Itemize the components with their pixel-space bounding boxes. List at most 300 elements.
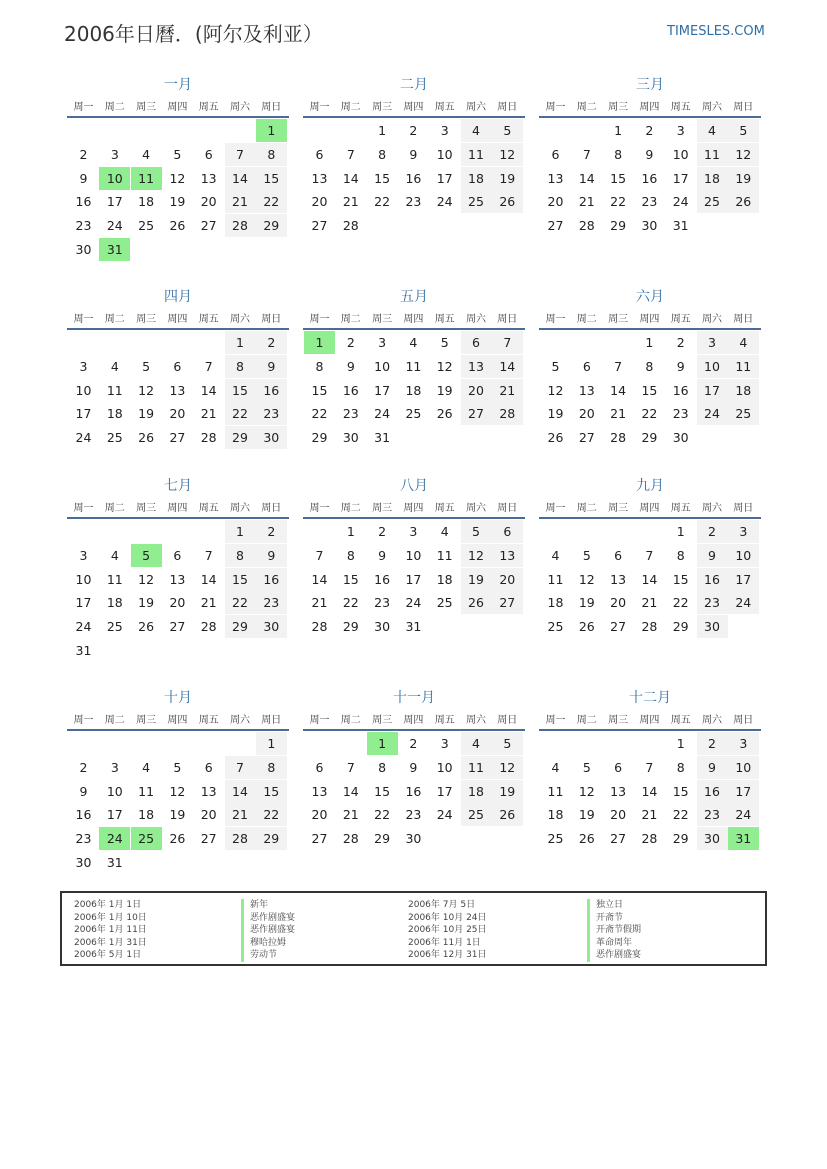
day-cell: 19	[547, 406, 564, 422]
day-cell: 4	[728, 331, 759, 354]
day-cell: 19	[492, 167, 523, 190]
weekday-label: 周二	[576, 314, 597, 325]
day-cell: 12	[461, 544, 492, 567]
day-cell: 27	[578, 430, 595, 446]
day-cell: 17	[106, 807, 123, 823]
weekday-label: 周五	[434, 503, 455, 514]
day-cell: 2	[676, 335, 685, 350]
day-cell: 18	[697, 167, 728, 190]
holiday-name: 恶作剧盛宴	[241, 924, 295, 937]
day-cell: 11	[138, 783, 155, 799]
day-cell: 14	[641, 783, 658, 799]
page-title: 2006年日曆．(阿尔及利亚）	[64, 22, 323, 46]
weekday-label: 周一	[545, 314, 566, 325]
day-cell: 2	[256, 520, 287, 543]
day-cell: 22	[641, 406, 658, 422]
holiday-day-cell: 1	[256, 119, 287, 142]
day-cell: 30	[256, 615, 287, 638]
day-cell: 12	[578, 571, 595, 587]
day-cell: 16	[256, 379, 287, 402]
day-cell: 10	[672, 146, 689, 162]
day-cell: 3	[110, 146, 119, 162]
day-cell: 30	[697, 827, 728, 850]
weekday-label: 周三	[372, 715, 393, 726]
day-cell: 6	[173, 547, 182, 563]
day-cell: 2	[645, 123, 654, 138]
day-cell: 25	[138, 218, 155, 234]
day-cell: 14	[200, 571, 217, 587]
day-cell: 24	[75, 619, 92, 635]
day-cell: 15	[256, 167, 287, 190]
day-cell: 10	[728, 756, 759, 779]
day-cell: 2	[409, 736, 418, 751]
day-cell: 23	[641, 194, 658, 210]
day-cell: 6	[204, 146, 213, 162]
day-cell: 2	[378, 524, 387, 539]
day-cell: 20	[200, 194, 217, 210]
weekday-label: 周一	[545, 503, 566, 514]
day-cell: 29	[672, 619, 689, 635]
day-cell: 13	[169, 571, 186, 587]
day-cell: 11	[106, 382, 123, 398]
weekday-label: 周一	[309, 715, 330, 726]
day-cell: 1	[676, 736, 685, 751]
holiday-day-cell: 24	[99, 827, 130, 850]
day-cell: 4	[110, 358, 119, 374]
day-cell: 3	[409, 524, 418, 539]
day-cell: 21	[225, 803, 256, 826]
holiday-names-col-1	[241, 899, 295, 962]
weekday-label: 周六	[230, 102, 250, 113]
day-cell: 19	[578, 807, 595, 823]
holiday-name: 革命周年	[587, 937, 641, 950]
weekday-label: 周二	[104, 102, 125, 113]
weekday-label: 周二	[104, 715, 125, 726]
day-cell: 3	[697, 331, 728, 354]
day-cell: 15	[225, 379, 256, 402]
weekday-label: 周四	[403, 314, 424, 325]
day-cell: 2	[409, 123, 418, 138]
day-cell: 17	[728, 568, 759, 591]
day-cell: 27	[492, 591, 523, 614]
day-cell: 7	[346, 146, 355, 162]
weekday-label: 周六	[466, 102, 486, 113]
day-cell: 1	[378, 123, 387, 138]
day-cell: 18	[461, 780, 492, 803]
holiday-day-cell: 10	[99, 167, 130, 190]
day-cell: 11	[436, 547, 453, 563]
weekday-label: 周五	[670, 102, 691, 113]
day-cell: 18	[461, 167, 492, 190]
day-cell: 4	[409, 335, 418, 350]
day-cell: 6	[173, 358, 182, 374]
day-cell: 26	[492, 190, 523, 213]
holiday-date: 2006年 10月 24日	[408, 912, 487, 923]
weekday-label: 周六	[230, 503, 250, 514]
day-cell: 12	[547, 382, 564, 398]
day-cell: 7	[204, 547, 213, 563]
day-cell: 10	[75, 382, 92, 398]
day-cell: 11	[461, 143, 492, 166]
day-cell: 7	[614, 358, 623, 374]
day-cell: 14	[311, 571, 328, 587]
day-cell: 28	[641, 831, 658, 847]
day-cell: 28	[342, 831, 359, 847]
weekday-label: 周一	[73, 715, 94, 726]
day-cell: 23	[405, 807, 422, 823]
month-title: 二月	[400, 77, 428, 93]
day-cell: 6	[461, 331, 492, 354]
day-cell: 6	[582, 358, 591, 374]
day-cell: 12	[492, 756, 523, 779]
day-cell: 23	[256, 402, 287, 425]
month-calendar	[539, 475, 761, 675]
day-cell: 16	[75, 807, 92, 823]
day-cell: 9	[79, 170, 88, 186]
day-cell: 30	[342, 430, 359, 446]
day-cell: 1	[614, 123, 623, 138]
day-cell: 6	[614, 547, 623, 563]
holiday-day-cell: 1	[304, 331, 335, 354]
weekday-label: 周六	[702, 314, 722, 325]
month-calendar	[539, 687, 761, 887]
day-cell: 13	[492, 544, 523, 567]
day-cell: 21	[200, 406, 217, 422]
day-cell: 27	[311, 218, 328, 234]
weekday-header	[67, 499, 289, 519]
day-cell: 30	[75, 855, 92, 870]
month-title: 一月	[164, 77, 192, 93]
weekday-label: 周三	[608, 715, 629, 726]
day-cell: 28	[641, 619, 658, 635]
day-cell: 14	[342, 783, 359, 799]
holiday-dates-col-2	[408, 899, 487, 962]
day-cell: 9	[697, 544, 728, 567]
weekday-label: 周一	[309, 314, 330, 325]
day-cell: 28	[311, 619, 328, 635]
day-cell: 22	[225, 591, 256, 614]
day-cell: 21	[342, 194, 359, 210]
day-cell: 3	[728, 732, 759, 755]
day-cell: 7	[225, 143, 256, 166]
day-cell: 24	[374, 406, 391, 422]
day-cell: 2	[256, 331, 287, 354]
day-cell: 24	[697, 402, 728, 425]
day-cell: 29	[225, 615, 256, 638]
day-cell: 30	[256, 426, 287, 449]
day-cell: 24	[672, 194, 689, 210]
holiday-name: 开斋节	[587, 912, 641, 925]
day-cell: 27	[610, 619, 627, 635]
holiday-name: 劳动节	[241, 949, 295, 962]
weekday-label: 周日	[261, 715, 282, 726]
day-cell: 19	[169, 194, 186, 210]
weekday-label: 周三	[372, 314, 393, 325]
weekday-label: 周五	[434, 715, 455, 726]
day-cell: 1	[225, 331, 256, 354]
day-cell: 8	[645, 358, 654, 374]
day-cell: 18	[138, 194, 155, 210]
holiday-day-cell: 31	[99, 238, 130, 261]
day-cell: 24	[728, 591, 759, 614]
weekday-label: 周四	[167, 715, 188, 726]
weekday-label: 周五	[434, 102, 455, 113]
day-cell: 15	[672, 571, 689, 587]
day-cell: 5	[173, 146, 182, 162]
day-cell: 19	[169, 807, 186, 823]
day-cell: 23	[697, 591, 728, 614]
day-cell: 6	[492, 520, 523, 543]
holiday-name: 开斋节假期	[587, 924, 641, 937]
day-cell: 17	[75, 406, 92, 422]
day-cell: 15	[672, 783, 689, 799]
day-cell: 20	[610, 807, 627, 823]
day-cell: 8	[614, 146, 623, 162]
day-cell: 30	[374, 619, 391, 635]
weekday-label: 周四	[167, 503, 188, 514]
day-cell: 8	[346, 547, 355, 563]
day-cell: 29	[342, 619, 359, 635]
day-cell: 26	[169, 831, 186, 847]
day-cell: 18	[436, 571, 453, 587]
day-cell: 7	[645, 547, 654, 563]
day-cell: 13	[311, 170, 328, 186]
weekday-label: 周日	[261, 314, 282, 325]
weekday-label: 周日	[497, 314, 518, 325]
day-cell: 24	[75, 430, 92, 446]
day-cell: 25	[405, 406, 422, 422]
weekday-label: 周六	[466, 715, 486, 726]
day-cell: 7	[225, 756, 256, 779]
day-cell: 22	[256, 803, 287, 826]
day-cell: 11	[728, 355, 759, 378]
day-cell: 20	[311, 194, 328, 210]
day-cell: 28	[225, 214, 256, 237]
month-title: 十一月	[393, 690, 435, 706]
day-cell: 3	[676, 123, 685, 138]
day-cell: 3	[728, 520, 759, 543]
weekday-label: 周一	[73, 503, 94, 514]
day-cell: 17	[697, 379, 728, 402]
day-cell: 29	[641, 430, 658, 446]
day-cell: 23	[256, 591, 287, 614]
month-title: 十二月	[629, 690, 671, 706]
day-cell: 4	[697, 119, 728, 142]
day-cell: 20	[492, 568, 523, 591]
day-cell: 18	[138, 807, 155, 823]
day-cell: 23	[75, 831, 92, 847]
day-cell: 20	[547, 194, 564, 210]
day-cell: 9	[378, 547, 387, 563]
day-cell: 9	[409, 146, 418, 162]
weekday-label: 周日	[733, 102, 754, 113]
day-cell: 3	[440, 736, 449, 751]
day-cell: 30	[672, 430, 689, 446]
month-title: 九月	[636, 478, 664, 494]
day-cell: 24	[728, 803, 759, 826]
day-cell: 23	[672, 406, 689, 422]
month-calendar	[67, 475, 289, 675]
weekday-header	[303, 98, 525, 118]
weekday-label: 周日	[733, 715, 754, 726]
day-cell: 15	[311, 382, 328, 398]
day-cell: 24	[106, 218, 123, 234]
day-cell: 27	[461, 402, 492, 425]
weekday-label: 周六	[230, 314, 250, 325]
holiday-date: 2006年 1月 31日	[74, 937, 147, 948]
day-cell: 12	[436, 358, 453, 374]
day-cell: 12	[728, 143, 759, 166]
day-cell: 12	[578, 783, 595, 799]
weekday-label: 周日	[497, 715, 518, 726]
day-cell: 22	[256, 190, 287, 213]
day-cell: 17	[75, 595, 92, 611]
day-cell: 26	[578, 619, 595, 635]
site-link[interactable]: TIMESLES.COM	[667, 24, 765, 39]
weekday-label: 周日	[261, 102, 282, 113]
holiday-date: 2006年 10月 25日	[408, 925, 487, 935]
holiday-date: 2006年 11月 1日	[408, 937, 481, 948]
day-cell: 2	[697, 520, 728, 543]
month-title: 六月	[636, 289, 664, 305]
day-cell: 17	[672, 170, 689, 186]
day-cell: 11	[405, 358, 422, 374]
weekday-label: 周一	[73, 102, 94, 113]
weekday-label: 周四	[639, 503, 660, 514]
day-cell: 2	[697, 732, 728, 755]
day-cell: 22	[672, 595, 689, 611]
month-title: 八月	[400, 478, 428, 494]
day-cell: 28	[492, 402, 523, 425]
weekday-label: 周六	[466, 503, 486, 514]
day-cell: 9	[256, 355, 287, 378]
day-cell: 23	[697, 803, 728, 826]
month-calendar	[67, 74, 289, 274]
holiday-list	[60, 891, 767, 966]
day-cell: 27	[610, 831, 627, 847]
weekday-label: 周三	[608, 503, 629, 514]
day-cell: 28	[225, 827, 256, 850]
day-cell: 14	[225, 167, 256, 190]
day-cell: 3	[79, 547, 88, 563]
day-cell: 29	[610, 218, 627, 234]
month-calendar	[303, 286, 525, 486]
day-cell: 12	[169, 170, 186, 186]
day-cell: 3	[378, 335, 387, 350]
weekday-label: 周六	[466, 314, 486, 325]
weekday-label: 周二	[340, 503, 361, 514]
day-cell: 18	[728, 379, 759, 402]
holiday-day-cell: 1	[367, 732, 398, 755]
day-cell: 6	[315, 759, 324, 775]
weekday-label: 周二	[104, 314, 125, 325]
day-cell: 11	[697, 143, 728, 166]
day-cell: 19	[461, 568, 492, 591]
holiday-dates-col-1	[74, 899, 147, 962]
day-cell: 4	[142, 759, 151, 775]
day-cell: 21	[200, 595, 217, 611]
day-cell: 25	[728, 402, 759, 425]
weekday-header	[539, 98, 761, 118]
day-cell: 29	[374, 831, 391, 847]
day-cell: 11	[106, 571, 123, 587]
day-cell: 6	[204, 759, 213, 775]
day-cell: 9	[256, 544, 287, 567]
day-cell: 27	[200, 831, 217, 847]
day-cell: 13	[200, 783, 217, 799]
day-cell: 28	[342, 218, 359, 234]
day-cell: 5	[492, 732, 523, 755]
day-cell: 20	[200, 807, 217, 823]
day-cell: 1	[645, 335, 654, 350]
day-cell: 29	[256, 214, 287, 237]
holiday-date: 2006年 1月 1日	[74, 900, 142, 910]
day-cell: 10	[697, 355, 728, 378]
weekday-label: 周三	[136, 314, 157, 325]
weekday-label: 周四	[167, 314, 188, 325]
day-cell: 19	[436, 382, 453, 398]
weekday-label: 周三	[372, 102, 393, 113]
day-cell: 23	[75, 218, 92, 234]
day-cell: 11	[461, 756, 492, 779]
day-cell: 1	[346, 524, 355, 539]
month-calendar	[67, 286, 289, 486]
day-cell: 2	[79, 759, 88, 775]
weekday-label: 周四	[403, 102, 424, 113]
weekday-label: 周一	[309, 503, 330, 514]
month-calendar	[539, 286, 761, 486]
day-cell: 22	[374, 194, 391, 210]
holiday-day-cell: 11	[131, 167, 162, 190]
day-cell: 7	[346, 759, 355, 775]
day-cell: 27	[200, 218, 217, 234]
day-cell: 27	[169, 430, 186, 446]
day-cell: 2	[79, 146, 88, 162]
day-cell: 5	[142, 358, 151, 374]
day-cell: 15	[256, 780, 287, 803]
day-cell: 22	[311, 406, 328, 422]
day-cell: 23	[405, 194, 422, 210]
day-cell: 18	[547, 807, 564, 823]
day-cell: 17	[728, 780, 759, 803]
weekday-header	[303, 711, 525, 731]
day-cell: 14	[225, 780, 256, 803]
day-cell: 19	[578, 595, 595, 611]
weekday-label: 周日	[733, 503, 754, 514]
day-cell: 5	[173, 759, 182, 775]
day-cell: 23	[374, 595, 391, 611]
holiday-name: 独立日	[587, 899, 641, 912]
day-cell: 4	[142, 146, 151, 162]
day-cell: 1	[256, 732, 287, 755]
day-cell: 12	[138, 382, 155, 398]
day-cell: 19	[492, 780, 523, 803]
weekday-label: 周二	[576, 715, 597, 726]
weekday-label: 周四	[167, 102, 188, 113]
day-cell: 3	[110, 759, 119, 775]
holiday-name: 恶作剧盛宴	[241, 912, 295, 925]
weekday-label: 周一	[545, 102, 566, 113]
day-cell: 30	[75, 242, 92, 257]
day-cell: 25	[547, 619, 564, 635]
weekday-label: 周二	[104, 503, 125, 514]
day-cell: 10	[728, 544, 759, 567]
day-cell: 21	[492, 379, 523, 402]
day-cell: 5	[492, 119, 523, 142]
day-cell: 12	[492, 143, 523, 166]
day-cell: 18	[547, 595, 564, 611]
weekday-label: 周四	[639, 314, 660, 325]
